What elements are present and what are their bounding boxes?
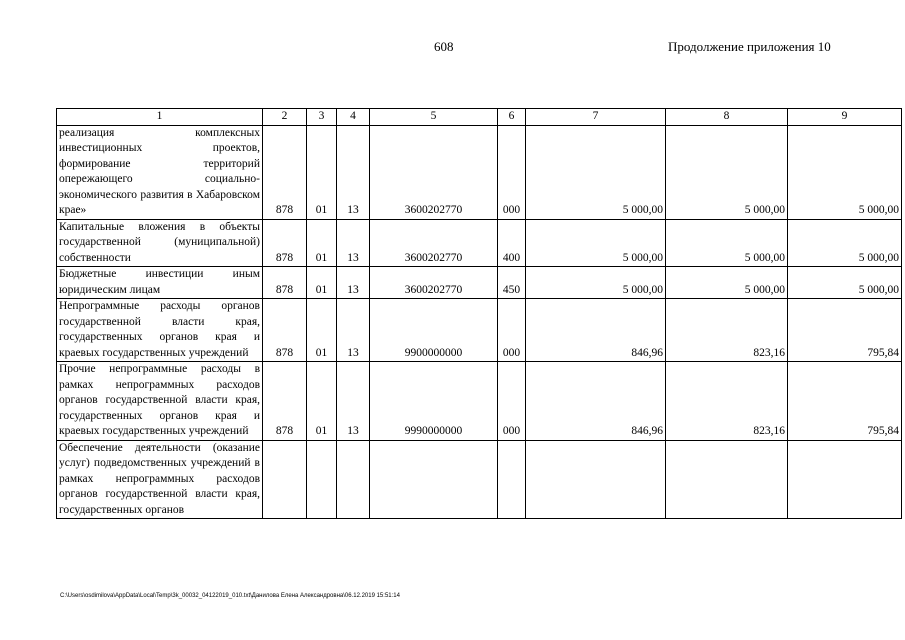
table-row [57,362,902,441]
amount-col8 [666,440,788,519]
column-header: 2 [263,109,307,126]
section-code: 01 [307,125,337,219]
admin-code: 878 [263,267,307,299]
column-header: 7 [526,109,666,126]
amount-col7: 5 000,00 [526,267,666,299]
expense-name: реализация комплексных инвестиционных проектов, формирование территорий опережающего социально-экономического развития в Хабаровском крае» [57,125,263,219]
section-code: 01 [307,267,337,299]
amount-col7: 5 000,00 [526,219,666,267]
amount-col7: 846,96 [526,299,666,362]
admin-code: 878 [263,219,307,267]
column-header: 4 [337,109,370,126]
expense-type-code: 000 [498,362,526,441]
column-header: 6 [498,109,526,126]
amount-col9: 795,84 [788,299,902,362]
expense-type-code: 400 [498,219,526,267]
amount-col8: 823,16 [666,362,788,441]
target-code: 3600202770 [370,219,498,267]
subsection-code: 13 [337,125,370,219]
expense-type-code: 450 [498,267,526,299]
section-code [307,440,337,519]
footer-file-path: C:\Users\osdimilova\AppData\Local\Temp\3k_00032_04122019_010.txt\Данилова Елена Александровна\06.12.2019 15:51:14 [60,593,400,599]
column-header: 9 [788,109,902,126]
expense-type-code [498,440,526,519]
column-header: 3 [307,109,337,126]
target-code [370,440,498,519]
column-header: 1 [57,109,263,126]
target-code: 9900000000 [370,299,498,362]
amount-col8: 5 000,00 [666,125,788,219]
subsection-code: 13 [337,219,370,267]
budget-table [56,108,902,519]
amount-col9: 5 000,00 [788,125,902,219]
admin-code: 878 [263,362,307,441]
amount-col7 [526,440,666,519]
page-number: 608 [434,39,454,54]
section-code: 01 [307,219,337,267]
amount-col8: 5 000,00 [666,267,788,299]
admin-code [263,440,307,519]
subsection-code: 13 [337,299,370,362]
table-row [57,299,902,362]
expense-name: Непрограммные расходы органов государственной власти края, государственных органов края и краевых государственных учреждений [57,299,263,362]
amount-col7: 846,96 [526,362,666,441]
amount-col8: 823,16 [666,299,788,362]
amount-col9 [788,440,902,519]
table-row [57,440,902,519]
expense-type-code: 000 [498,299,526,362]
column-header: 8 [666,109,788,126]
subsection-code [337,440,370,519]
amount-col9: 5 000,00 [788,267,902,299]
table-header-row [57,109,902,126]
amount-col9: 795,84 [788,362,902,441]
expense-name: Прочие непрограммные расходы в рамках непрограммных расходов органов государственной власти края, государственных органов края и краевых государственных учреждений [57,362,263,441]
section-code: 01 [307,299,337,362]
table-row [57,267,902,299]
amount-col8: 5 000,00 [666,219,788,267]
section-code: 01 [307,362,337,441]
target-code: 3600202770 [370,125,498,219]
continuation-label: Продолжение приложения 10 [668,39,831,54]
column-header: 5 [370,109,498,126]
expense-name: Бюджетные инвестиции иным юридическим лицам [57,267,263,299]
target-code: 9990000000 [370,362,498,441]
target-code: 3600202770 [370,267,498,299]
admin-code: 878 [263,299,307,362]
expense-type-code: 000 [498,125,526,219]
amount-col9: 5 000,00 [788,219,902,267]
subsection-code: 13 [337,362,370,441]
expense-name: Капитальные вложения в объекты государственной (муниципальной) собственности [57,219,263,267]
amount-col7: 5 000,00 [526,125,666,219]
table-row [57,125,902,219]
admin-code: 878 [263,125,307,219]
table-row [57,219,902,267]
subsection-code: 13 [337,267,370,299]
expense-name: Обеспечение деятельности (оказание услуг) подведомственных учреждений в рамках непрограммных расходов органов государственной власти края, государственных органов [57,440,263,519]
